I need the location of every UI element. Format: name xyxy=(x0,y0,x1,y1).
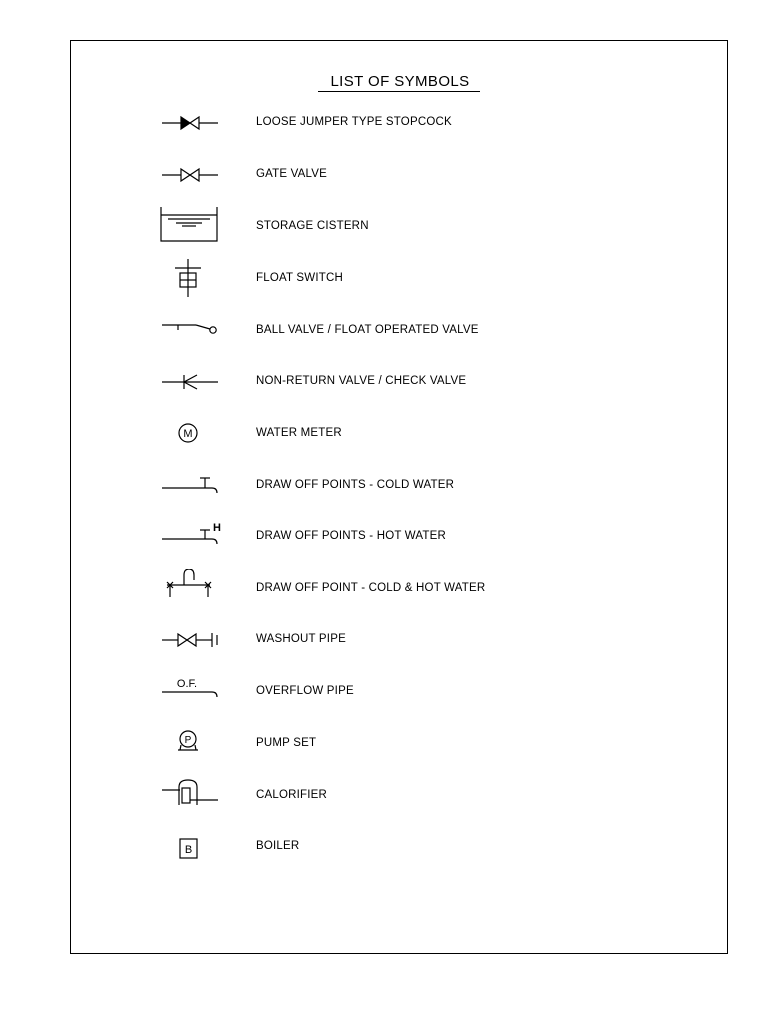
symbol-row-calorifier xyxy=(150,776,550,816)
symbol-label: BOILER xyxy=(256,840,300,852)
symbol-row-water-meter xyxy=(150,414,550,454)
symbol-label: DRAW OFF POINTS - HOT WATER xyxy=(256,530,447,542)
symbol-row-float-switch xyxy=(150,259,550,299)
symbol-row-cold-hot-draw-off xyxy=(150,569,550,609)
symbol-row-overflow-pipe xyxy=(150,672,550,712)
symbol-label: DRAW OFF POINT - COLD & HOT WATER xyxy=(256,582,486,594)
symbol-label: OVERFLOW PIPE xyxy=(256,685,354,697)
pump-glyph: P xyxy=(184,735,192,746)
symbol-row-loose-jumper-stopcock xyxy=(150,103,550,143)
symbol-label: CALORIFIER xyxy=(256,789,328,801)
float-switch-icon xyxy=(150,259,230,299)
symbol-label: DRAW OFF POINTS - COLD WATER xyxy=(256,479,455,491)
hot-marker-glyph: H xyxy=(213,522,221,534)
symbol-row-check-valve xyxy=(150,362,550,402)
symbol-label: STORAGE CISTERN xyxy=(256,220,369,232)
title-underline xyxy=(318,91,480,92)
boiler-icon xyxy=(150,827,230,867)
boiler-glyph: B xyxy=(184,844,193,856)
symbol-row-boiler xyxy=(150,827,550,867)
symbol-label: GATE VALVE xyxy=(256,168,328,180)
water-meter-glyph: M xyxy=(183,428,193,440)
calorifier-icon xyxy=(150,776,230,816)
gate-valve-icon xyxy=(150,155,230,195)
hot-draw-off-icon xyxy=(150,517,230,557)
storage-cistern-icon xyxy=(150,207,230,247)
symbol-row-hot-draw-off xyxy=(150,517,550,557)
symbol-label: LOOSE JUMPER TYPE STOPCOCK xyxy=(256,116,452,128)
ball-valve-icon xyxy=(150,311,230,351)
washout-pipe-icon xyxy=(150,620,230,660)
page-title: LIST OF SYMBOLS xyxy=(330,73,470,90)
overflow-glyph: O.F. xyxy=(176,678,198,690)
symbol-label: PUMP SET xyxy=(256,737,317,749)
cold-hot-draw-off-icon xyxy=(150,569,230,609)
check-valve-icon xyxy=(150,362,230,402)
symbol-row-cold-draw-off xyxy=(150,466,550,506)
cold-draw-off-icon xyxy=(150,466,230,506)
pump-set-icon xyxy=(150,724,230,764)
symbol-label: FLOAT SWITCH xyxy=(256,272,343,284)
symbol-row-ball-valve xyxy=(150,311,550,351)
symbol-label: WASHOUT PIPE xyxy=(256,633,346,645)
symbol-row-gate-valve xyxy=(150,155,550,195)
symbol-row-storage-cistern xyxy=(150,207,550,247)
loose-jumper-stopcock-icon xyxy=(150,103,230,143)
symbol-row-washout-pipe xyxy=(150,620,550,660)
overflow-pipe-icon xyxy=(150,672,230,712)
symbol-label: BALL VALVE / FLOAT OPERATED VALVE xyxy=(256,324,479,336)
water-meter-icon xyxy=(150,414,230,454)
symbol-label: NON-RETURN VALVE / CHECK VALVE xyxy=(256,375,467,387)
symbol-label: WATER METER xyxy=(256,427,342,439)
symbol-row-pump-set xyxy=(150,724,550,764)
